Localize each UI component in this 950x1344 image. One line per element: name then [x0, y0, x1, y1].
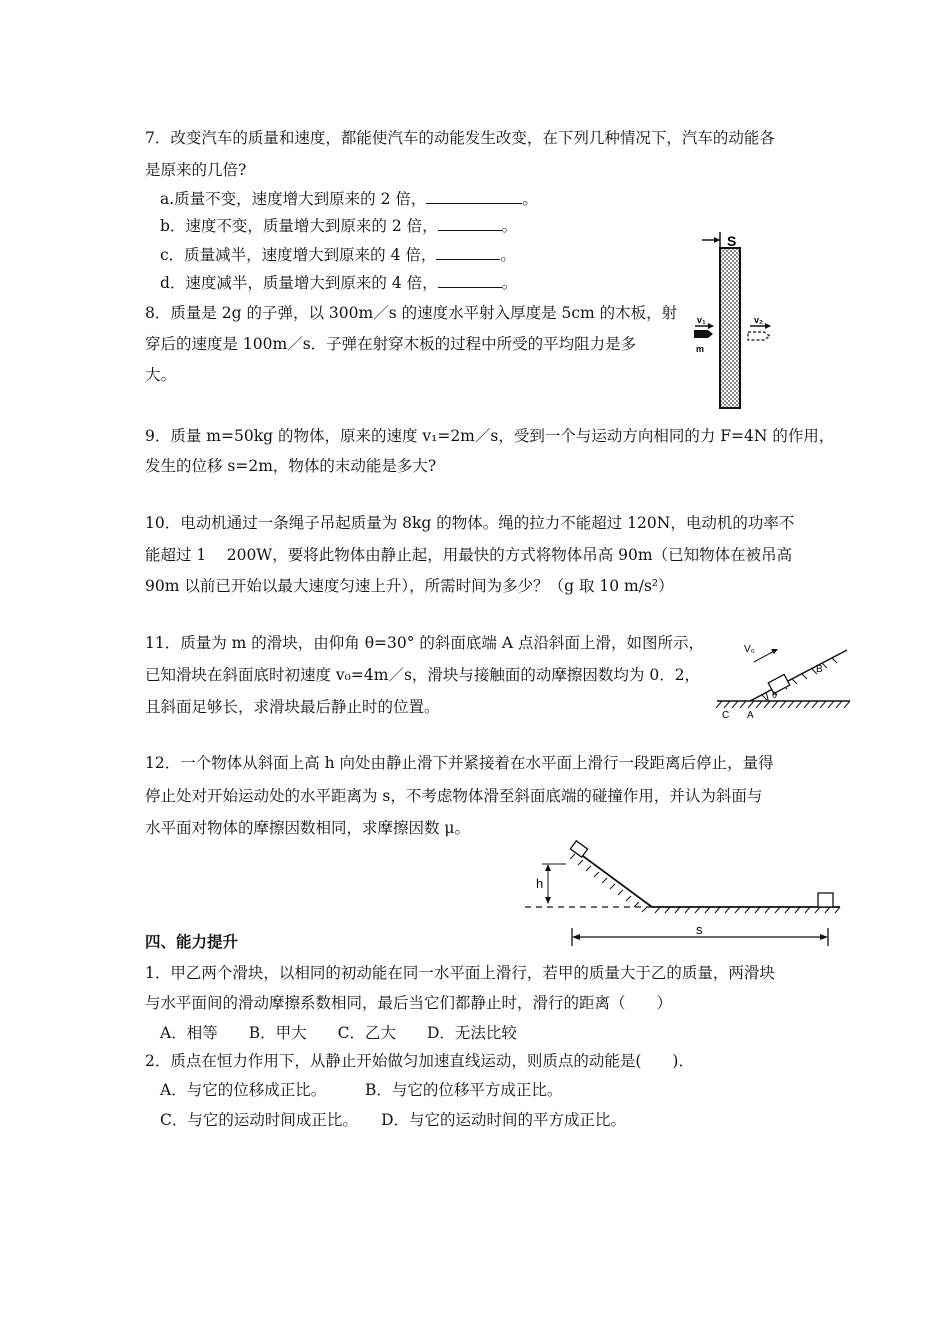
slope-surface	[572, 848, 652, 907]
p2-line-1: 2．质点在恒力作用下，从静止开始做匀加速直线运动，则质点的动能是( )．	[145, 1052, 694, 1070]
q7-option-a: a.质量不变，速度增大到原来的 2 倍， 。	[160, 190, 538, 208]
p2-options-ab: A．与它的位移成正比。 B．与它的位移平方成正比。	[160, 1081, 563, 1099]
q10-line-2: 能超过 1 200W，要将此物体由静止起，用最快的方式将物体吊高 90m（已知物体在被吊高	[145, 546, 793, 564]
mass-label: m	[696, 344, 705, 354]
v1-label: v₁	[697, 315, 706, 325]
wooden-board	[720, 248, 740, 408]
point-a-label: A	[747, 710, 754, 721]
point-c-label: C	[722, 710, 730, 721]
q8-line-1: 8．质量是 2g 的子弹，以 300m／s 的速度水平射入厚度是 5cm 的木板，射	[145, 304, 678, 322]
q7-line-2: 是原来的几倍?	[145, 161, 247, 179]
point-b-label: B	[816, 664, 823, 675]
block-start	[570, 841, 587, 857]
q10-line-3: 90m 以前已开始以最大速度匀速上升），所需时间为多少？（g 取 10 m/s²）	[145, 577, 674, 595]
answer-blank-b	[438, 216, 502, 231]
distance-label: s	[696, 922, 703, 937]
q10-line-1: 10．电动机通过一条绳子吊起质量为 8kg 的物体。绳的拉力不能超过 120N，电动机的功率不	[145, 514, 795, 532]
thickness-label: S	[727, 233, 737, 249]
q9-line-1: 9．质量 m=50kg 的物体，原来的速度 v₁=2m／s，受到一个与运动方向相同的力 F=4N 的作用，	[145, 427, 835, 445]
p1-options: A．相等 B．甲大 C．乙大 D．无法比较	[160, 1024, 517, 1042]
q7-option-c: c．质量减半，速度增大到原来的 4 倍， 。	[160, 246, 516, 264]
q12-line-1: 12．一个物体从斜面上高 h 向处由静止滑下并紧接着在水平面上滑行一段距离后停止，量得	[145, 754, 774, 772]
incline-figure	[712, 634, 852, 724]
p1-line-1: 1．甲乙两个滑块，以相同的初动能在同一水平面上滑行，若甲的质量大于乙的质量，两滑块	[145, 964, 775, 982]
bullet-after	[748, 332, 770, 340]
theta-label: θ	[772, 690, 778, 700]
bullet-before	[694, 330, 713, 338]
p2-options-cd: C．与它的运动时间成正比。 D．与它的运动时间的平方成正比。	[160, 1111, 627, 1129]
q8-line-3: 大。	[145, 366, 177, 384]
q11-line-3: 且斜面足够长，求滑块最后静止时的位置。	[145, 698, 440, 716]
q7-option-b: b．速度不变，质量增大到原来的 2 倍， 。	[160, 217, 518, 235]
p1-line-2: 与水平面间的滑动摩擦系数相同，最后当它们都静止时，滑行的距离（ ）	[145, 994, 673, 1012]
answer-blank-c	[436, 245, 500, 260]
block-end	[818, 893, 833, 907]
q9-line-2: 发生的位移 s=2m，物体的末动能是多大?	[145, 457, 437, 475]
answer-blank-a	[426, 189, 522, 204]
q12-line-2: 停止处对开始运动处的水平距离为 s，不考虑物体滑至斜面底端的碰撞作用，并认为斜面与	[145, 787, 763, 805]
section-heading: 四、能力提升	[145, 933, 239, 951]
bullet-board-figure	[680, 228, 790, 408]
v0-label: V₀	[744, 644, 755, 655]
height-label: h	[536, 876, 544, 891]
answer-blank-d	[438, 273, 502, 288]
q7-line-1: 7．改变汽车的质量和速度，都能使汽车的动能发生改变，在下列几种情况下，汽车的动能各	[145, 129, 775, 147]
v2-label: v₂	[754, 315, 764, 325]
q11-line-2: 已知滑块在斜面底时初速度 v₀=4m／s，滑块与接触面的动摩擦因数均为 0．2，	[145, 666, 701, 684]
q12-line-3: 水平面对物体的摩擦因数相同，求摩擦因数 μ。	[145, 819, 471, 837]
incline-surface	[750, 650, 847, 701]
q7-option-d: d．速度减半，质量增大到原来的 4 倍， 。	[160, 274, 518, 292]
q11-line-1: 11．质量为 m 的滑块，由仰角 θ=30° 的斜面底端 A 点沿斜面上滑，如图所示，	[145, 634, 704, 652]
slope-plane-figure	[520, 842, 850, 957]
q8-line-2: 穿后的速度是 100m／s．子弹在射穿木板的过程中所受的平均阻力是多	[145, 335, 637, 353]
